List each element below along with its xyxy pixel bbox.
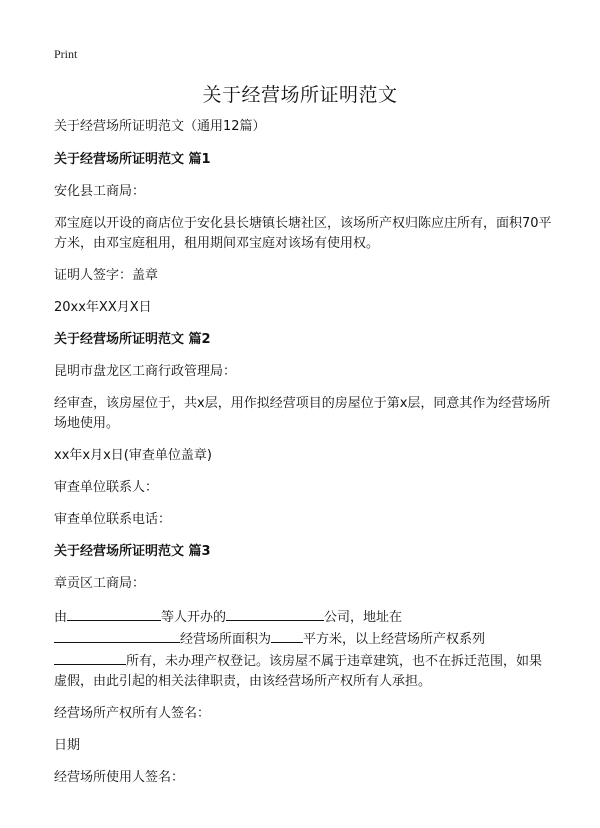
section-3-addressee: 章贡区工商局：	[54, 576, 146, 591]
blank-line	[226, 606, 324, 621]
document-content	[54, 117, 554, 800]
section-1-date: 20xx年XX月X日	[54, 300, 152, 315]
section-3-body-part3: 公司，地址在	[324, 610, 403, 625]
section-2-body: 经审查，该房屋位于，共x层，用作拟经营项目的房屋位于第x层，同意其作为经营场所场地使用。	[54, 396, 551, 431]
blank-line	[54, 628, 180, 643]
section-1-addressee: 安化县工商局：	[54, 184, 146, 199]
blank-line	[67, 606, 161, 621]
section-2-contact-phone: 审查单位联系电话：	[54, 512, 172, 527]
section-3-heading: 关于经营场所证明范文 篇3	[54, 544, 211, 559]
section-3-body-part4: 经营场所面积为	[180, 632, 272, 647]
section-3-user-signature: 经营场所使用人签名：	[54, 770, 185, 785]
section-2-heading: 关于经营场所证明范文 篇2	[54, 332, 211, 347]
section-3-body-part5: 平方米，以上经营场所产权系列	[303, 632, 486, 647]
section-1-heading: 关于经营场所证明范文 篇1	[54, 152, 211, 167]
section-2-contact-person: 审查单位联系人：	[54, 480, 159, 495]
document-subtitle: 关于经营场所证明范文（通用12篇）	[54, 119, 266, 134]
section-3-body-part6: 所有，未办理产权登记。该房屋不属于违章建筑，也不在拆迁范围，如果虚假，由此引起的相关法律职责，由该经营场所产权所有人承担。	[54, 654, 543, 689]
section-1-signature: 证明人签字：盖章	[54, 268, 159, 283]
section-3-body	[54, 606, 554, 692]
section-2-date: xx年x月x日(审查单位盖章)	[54, 448, 212, 463]
page-title: 关于经营场所证明范文	[202, 84, 398, 106]
section-3-date-label: 日期	[54, 738, 81, 753]
section-3-owner-signature: 经营场所产权所有人签名：	[54, 706, 211, 721]
section-3-body-part1: 由	[54, 610, 68, 625]
blank-line	[54, 650, 126, 665]
blank-line	[271, 628, 303, 643]
section-1-body: 邓宝庭以开设的商店位于安化县长塘镇长塘社区，该场所产权归陈应庄所有，面积70平方米，由邓宝庭租用，租用期间邓宝庭对该场有使用权。	[54, 216, 552, 251]
section-2-addressee: 昆明市盘龙区工商行政管理局：	[54, 364, 237, 379]
print-link[interactable]: Print	[54, 47, 78, 61]
section-3-body-part2: 等人开办的	[161, 610, 227, 625]
